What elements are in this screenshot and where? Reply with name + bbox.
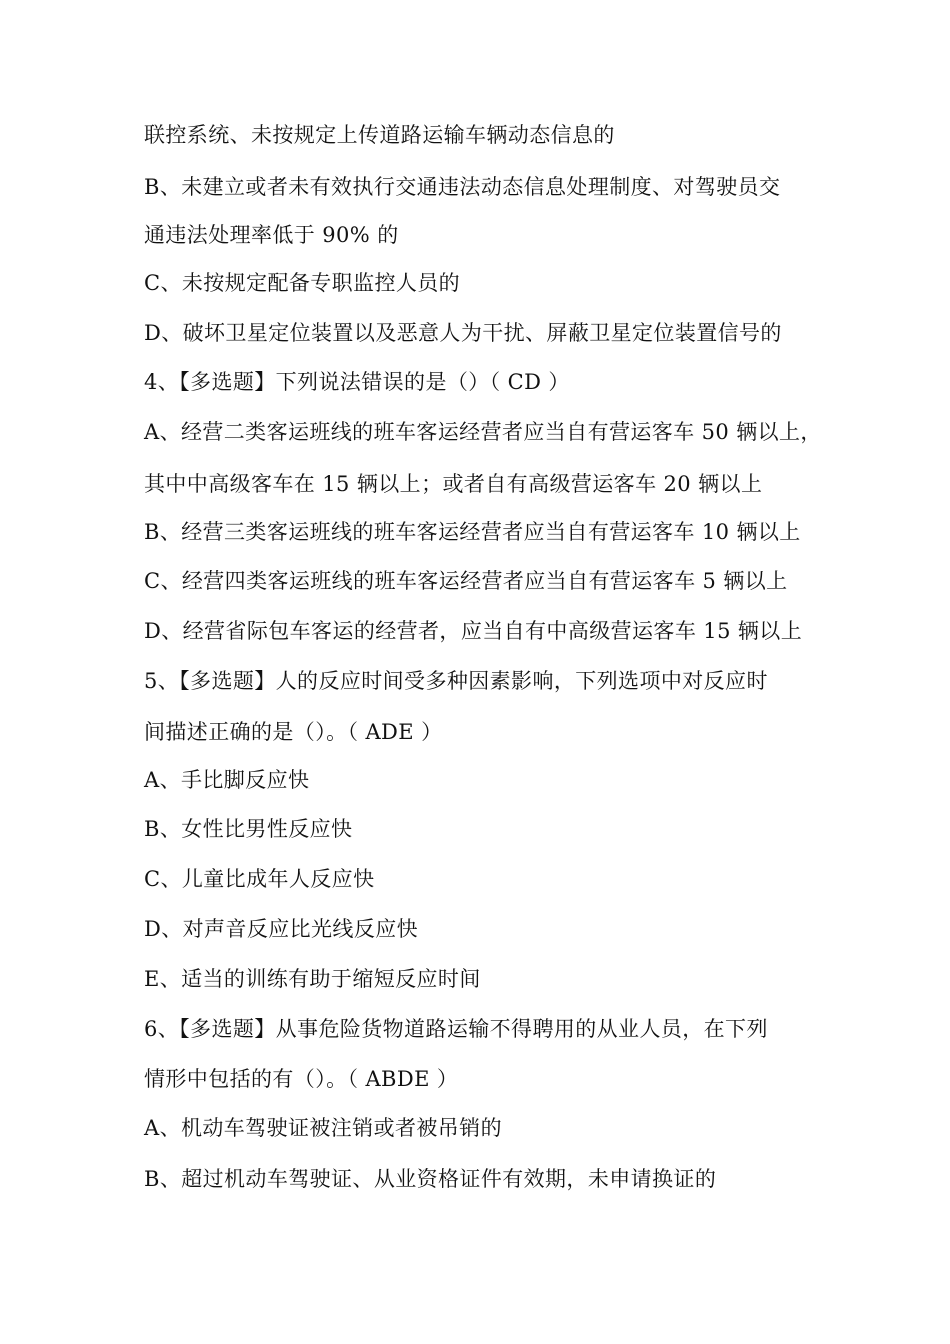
text-line: 间描述正确的是（）。（ ADE ） (144, 720, 443, 744)
text-line: D、经营省际包车客运的经营者，应当自有中高级营运客车 15 辆以上 (144, 619, 803, 643)
text-line: A、手比脚反应快 (144, 768, 310, 792)
text-line: B、未建立或者未有效执行交通违法动态信息处理制度、对驾驶员交 (144, 175, 781, 199)
text-line: C、未按规定配备专职监控人员的 (144, 271, 461, 295)
text-line: 联控系统、未按规定上传道路运输车辆动态信息的 (144, 123, 615, 147)
text-line: B、超过机动车驾驶证、从业资格证件有效期，未申请换证的 (144, 1167, 717, 1191)
text-line: 情形中包括的有（）。（ ABDE ） (144, 1067, 459, 1091)
question-5-title: 5、【多选题】人的反应时间受多种因素影响，下列选项中对反应时 (144, 669, 768, 693)
text-line: 通违法处理率低于 90% 的 (144, 223, 399, 247)
question-4-title: 4、【多选题】下列说法错误的是（）（ CD ） (144, 370, 570, 394)
text-line: C、经营四类客运班线的班车客运经营者应当自有营运客车 5 辆以上 (144, 569, 788, 593)
text-line: B、女性比男性反应快 (144, 817, 353, 841)
question-6-title: 6、【多选题】从事危险货物道路运输不得聘用的从业人员，在下列 (144, 1017, 768, 1041)
text-line: A、机动车驾驶证被注销或者被吊销的 (144, 1116, 502, 1140)
text-line: D、破坏卫星定位装置以及恶意人为干扰、屏蔽卫星定位装置信号的 (144, 321, 782, 345)
text-line: 其中中高级客车在 15 辆以上；或者自有高级营运客车 20 辆以上 (144, 472, 763, 496)
text-line: E、适当的训练有助于缩短反应时间 (144, 967, 481, 991)
text-line: D、对声音反应比光线反应快 (144, 917, 419, 941)
text-line: C、儿童比成年人反应快 (144, 867, 375, 891)
text-line: A、经营二类客运班线的班车客运经营者应当自有营运客车 50 辆以上， (144, 420, 822, 444)
text-line: B、经营三类客运班线的班车客运经营者应当自有营运客车 10 辆以上 (144, 520, 801, 544)
